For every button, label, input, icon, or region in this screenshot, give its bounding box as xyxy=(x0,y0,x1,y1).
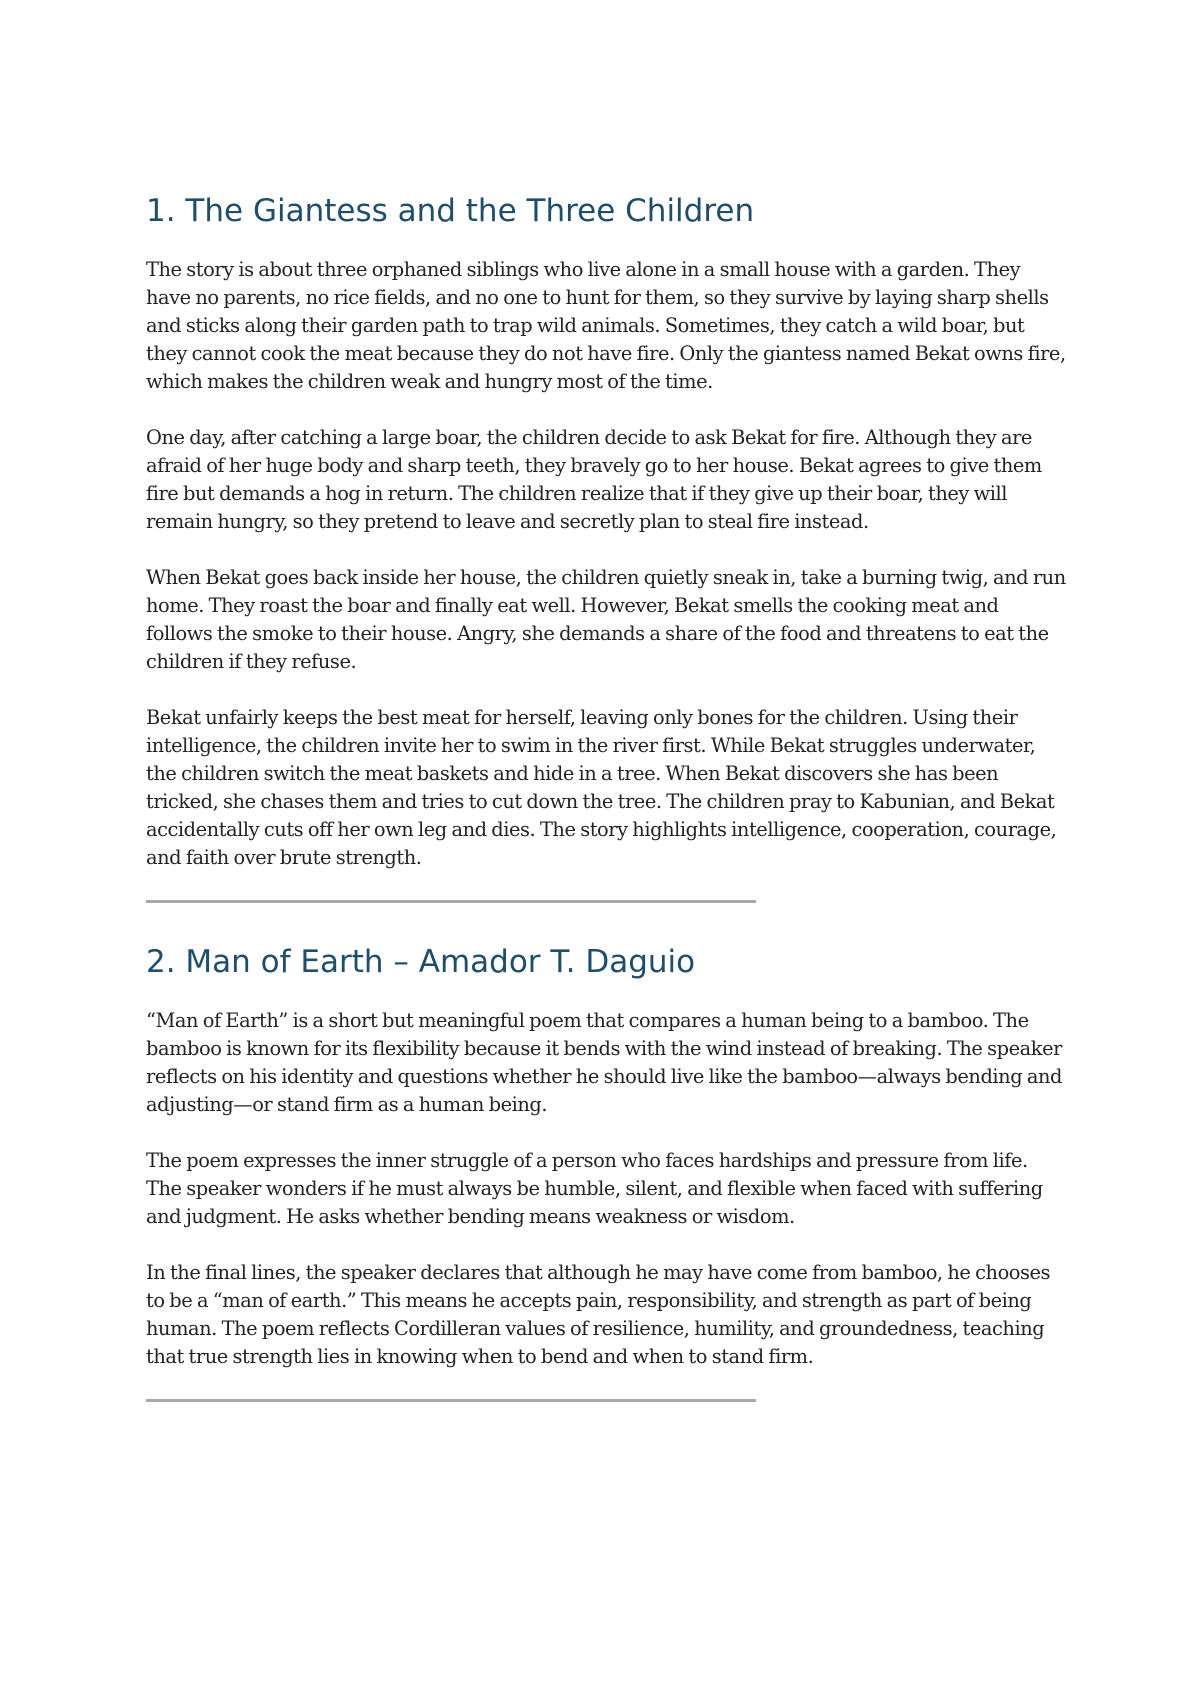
paragraph: When Bekat goes back inside her house, the children quietly sneak in, take a burning twig, and run home. They roast the boar and finally eat well. However, Bekat smells the cooking meat and follows the smoke to their house. Angry, she demands a share of the food and threatens to eat the children if they refuse. xyxy=(146,566,1066,673)
section-divider xyxy=(146,1399,756,1402)
paragraph: The story is about three orphaned siblings who live alone in a small house with a garden. They have no parents, no rice fields, and no one to hunt for them, so they survive by laying sharp shells and sticks along their garden path to trap wild animals. Sometimes, they catch a wild boar, but they cannot cook the meat because they do not have fire. Only the giantess named Bekat owns fire, which makes the children weak and hungry most of the time. xyxy=(146,258,1066,393)
paragraph: In the final lines, the speaker declares that although he may have come from bamboo, he chooses to be a “man of earth.” This means he accepts pain, responsibility, and strength as part of being human. The poem reflects Cordilleran values of resilience, humility, and groundedness, teaching that true strength lies in knowing when to bend and when to stand firm. xyxy=(146,1261,1051,1368)
document-page xyxy=(146,190,1066,1440)
section-title: 1. The Giantess and the Three Children xyxy=(146,193,755,229)
section-man-of-earth xyxy=(146,941,1066,1402)
paragraph: The poem expresses the inner struggle of a person who faces hardships and pressure from life. The speaker wonders if he must always be humble, silent, and flexible when faced with suffering and judgment. He asks whether bending means weakness or wisdom. xyxy=(146,1149,1043,1228)
paragraph: “Man of Earth” is a short but meaningful poem that compares a human being to a bamboo. The bamboo is known for its flexibility because it bends with the wind instead of breaking. The speaker reflects on his identity and questions whether he should live like the bamboo—always bending and adjusting—or stand firm as a human being. xyxy=(146,1009,1062,1116)
paragraph: Bekat unfairly keeps the best meat for herself, leaving only bones for the children. Using their intelligence, the children invite her to swim in the river first. While Bekat struggles underwater, the children switch the meat baskets and hide in a tree. When Bekat discovers she has been tricked, she chases them and tries to cut down the tree. The children pray to Kabunian, and Bekat accidentally cuts off her own leg and dies. The story highlights intelligence, cooperation, courage, and faith over brute strength. xyxy=(146,706,1057,869)
section-divider xyxy=(146,900,756,903)
paragraph: One day, after catching a large boar, the children decide to ask Bekat for fire. Although they are afraid of her huge body and sharp teeth, they bravely go to her house. Bekat agrees to give them fire but demands a hog in return. The children realize that if they give up their boar, they will remain hungry, so they pretend to leave and secretly plan to steal fire instead. xyxy=(146,426,1042,533)
section-title: 2. Man of Earth – Amador T. Daguio xyxy=(146,944,696,980)
section-giantess xyxy=(146,190,1066,903)
